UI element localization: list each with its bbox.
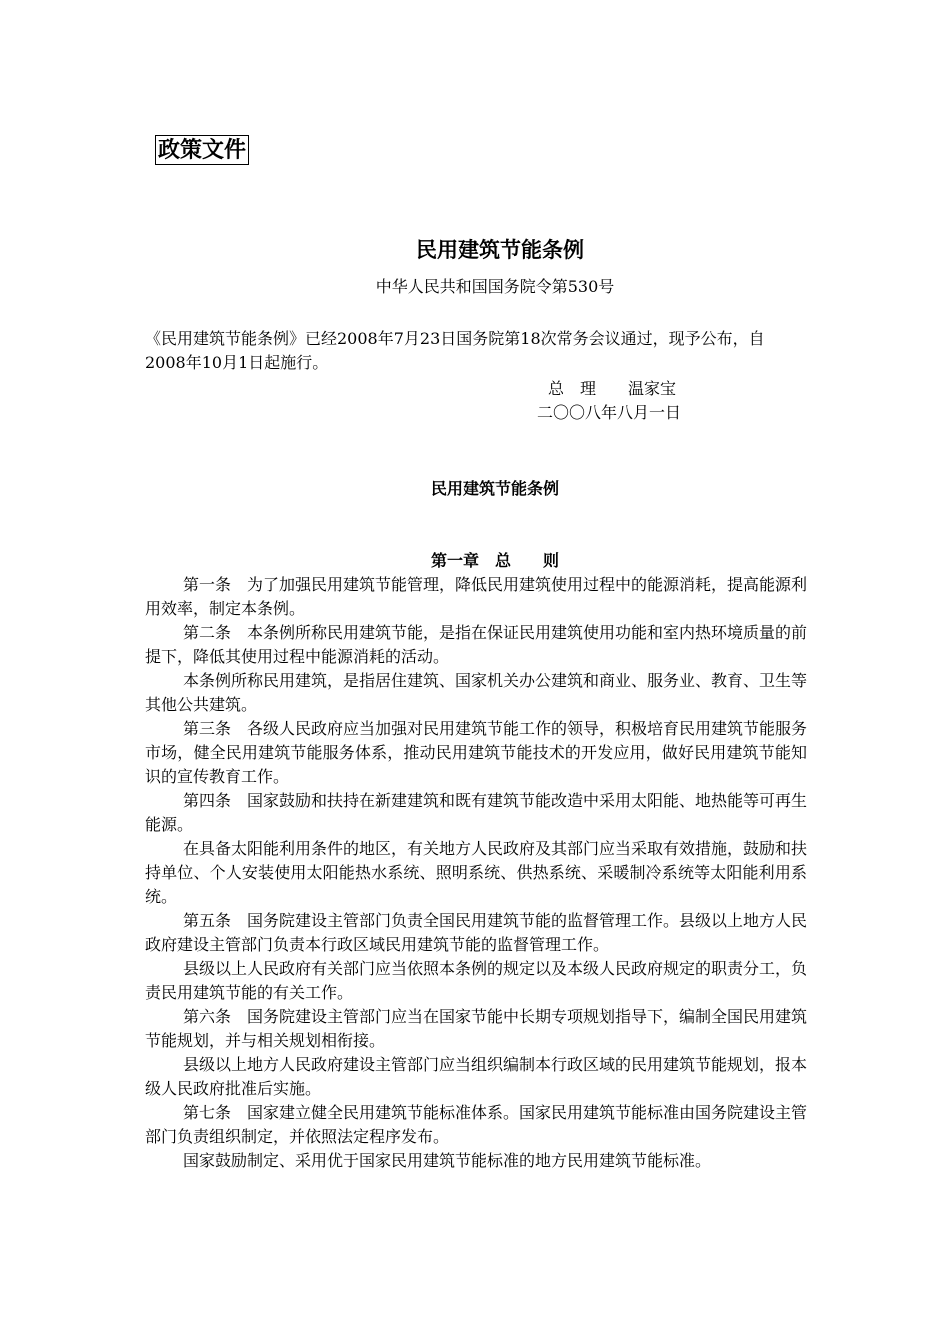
chapter-heading: 第一章 总 则: [430, 551, 559, 570]
article-paragraph: 第五条 国务院建设主管部门负责全国民用建筑节能的监督管理工作。县级以上地方人民政府建设主管部门负责本行政区域民用建筑节能的监督管理工作。: [145, 911, 808, 954]
article-paragraph: 县级以上人民政府有关部门应当依照本条例的规定以及本级人民政府规定的职责分工，负责民用建筑节能的有关工作。: [145, 959, 808, 1002]
decree-number: 中华人民共和国国务院令第530号: [375, 277, 615, 296]
article-paragraph: 第一条 为了加强民用建筑节能管理，降低民用建筑使用过程中的能源消耗，提高能源利用效率，制定本条例。: [145, 575, 808, 618]
signatory: 总 理 温家宝: [548, 379, 677, 398]
article-paragraph: 国家鼓励制定、采用优于国家民用建筑节能标准的地方民用建筑节能标准。: [183, 1151, 712, 1170]
policy-document-tag: 政策文件: [155, 135, 249, 165]
document-title: 民用建筑节能条例: [416, 237, 584, 262]
articles-body: [145, 573, 807, 1173]
article-paragraph: 第七条 国家建立健全民用建筑节能标准体系。国家民用建筑节能标准由国务院建设主管部门负责组织制定，并依照法定程序发布。: [145, 1103, 808, 1146]
article-paragraph: 第六条 国务院建设主管部门应当在国家节能中长期专项规划指导下，编制全国民用建筑节能规划，并与相关规划相衔接。: [145, 1007, 808, 1050]
article-paragraph: 第三条 各级人民政府应当加强对民用建筑节能工作的领导，积极培育民用建筑节能服务市场，健全民用建筑节能服务体系，推动民用建筑节能技术的开发应用，做好民用建筑节能知识的宣传教育工作。: [145, 719, 808, 786]
article-paragraph: 第二条 本条例所称民用建筑节能，是指在保证民用建筑使用功能和室内热环境质量的前提下，降低其使用过程中能源消耗的活动。: [145, 623, 808, 666]
article-paragraph: 本条例所称民用建筑，是指居住建筑、国家机关办公建筑和商业、服务业、教育、卫生等其他公共建筑。: [145, 671, 808, 714]
article-paragraph: 在具备太阳能利用条件的地区，有关地方人民政府及其部门应当采取有效措施，鼓励和扶持单位、个人安装使用太阳能热水系统、照明系统、供热系统、采暖制冷系统等太阳能利用系统。: [145, 839, 808, 906]
intro-paragraph: 《民用建筑节能条例》已经2008年7月23日国务院第18次常务会议通过，现予公布，自2008年10月1日起施行。: [145, 329, 765, 372]
article-paragraph: 第四条 国家鼓励和扶持在新建建筑和既有建筑节能改造中采用太阳能、地热能等可再生能源。: [145, 791, 808, 834]
article-paragraph: 县级以上地方人民政府建设主管部门应当组织编制本行政区域的民用建筑节能规划，报本级人民政府批准后实施。: [145, 1055, 808, 1098]
signing-date: 二〇〇八年八月一日: [537, 403, 682, 422]
regulation-subtitle: 民用建筑节能条例: [430, 479, 559, 498]
